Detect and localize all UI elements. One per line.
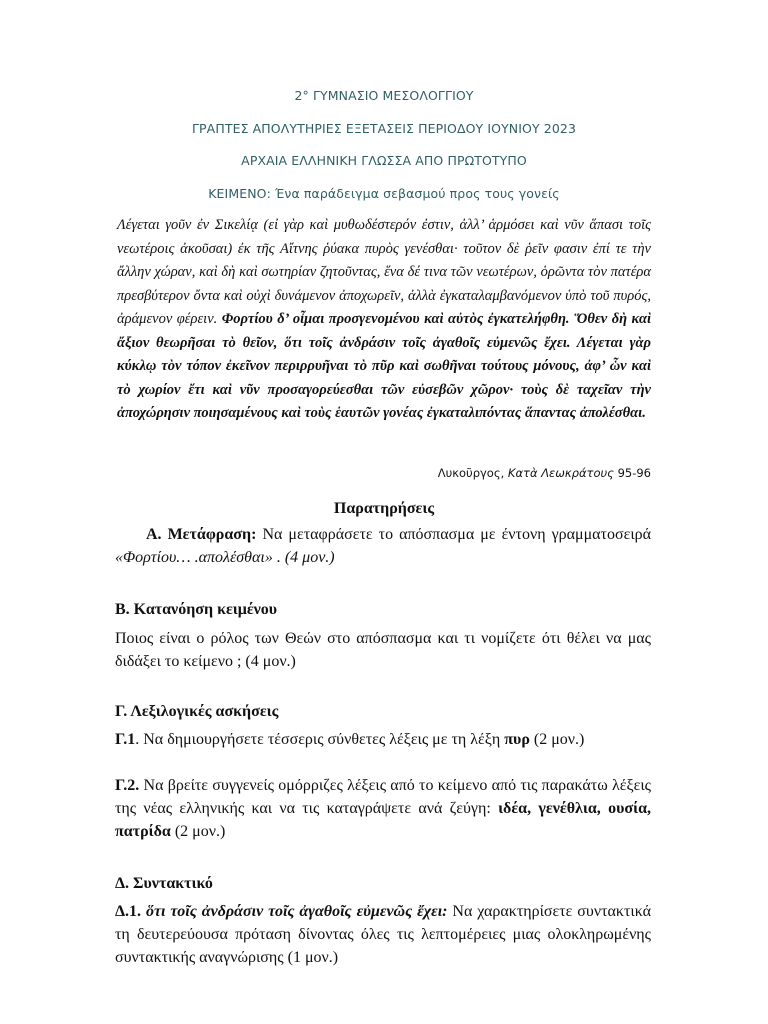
c1-text: . Να δημιουργήσετε τέσσερις σύνθετες λέξεις με τη λέξη	[135, 731, 505, 748]
d1-phrase: ὅτι τοῖς ἀνδράσιν τοῖς ἀγαθοῖς εὐμενῶς ἔχει:	[141, 903, 448, 920]
section-c1	[115, 728, 651, 751]
section-a-label: Α. Μετάφραση:	[146, 526, 257, 543]
passage-source	[438, 466, 651, 480]
source-author: Λυκοῦργος,	[437, 466, 508, 480]
section-a-quote: «Φορτίου… .απολέσθαι» .	[115, 549, 281, 566]
notes-title: Παρατηρήσεις	[333, 500, 435, 517]
passage-plain: Λέγεται γοῦν ἐν Σικελίᾳ (εἰ γὰρ καὶ μυθωδέστερόν ἐστιν, ἀλλ’ ἁρμόσει καὶ νῦν ἅπασι τοῖς νεωτέροις ἀκοῦσαι) ἐκ τῆς Αἴτνης ῥύακα πυρὸς γενέσθαι· τοῦτον δὲ ῥεῖν φασιν ἐπί τε τὴν ἄλλην χώραν, καὶ δὴ καὶ σωτηρίαν ζητοῦντας, ἕνα δέ τινα τῶν νεωτέρων, ὁρῶντα τὸν πατέρα πρεσβύτερον ὄντα καὶ οὐχὶ δυνάμενον ἀποχωρεῖν, ἀλλὰ ἐγκαταλαμβανόμενον ὑπὸ τοῦ πυρός, ἀράμενον φέρειν.	[117, 217, 651, 327]
ancient-greek-passage	[117, 214, 651, 426]
section-a-points: (4 μον.)	[280, 549, 335, 566]
d1-text: Να χαρακτηρίσετε συντακτικά τη δευτερεύουσα πρόταση δίνοντας όλες τις λεπτομέρειες μιας ολοκληρωμένης συντακτικής αναγνώρισης (1 μον.)	[115, 903, 651, 966]
text-title: ΚΕΙΜΕΝΟ: Ένα παράδειγμα σεβασμού προς τους γονείς	[208, 186, 560, 201]
school-name: 2° ΓΥΜΝΑΣΙΟ ΜΕΣΟΛΟΓΓΙΟΥ	[294, 88, 474, 103]
c1-label: Γ.1	[115, 731, 136, 748]
section-b-question: Ποιος είναι ο ρόλος των Θεών στο απόσπασμα και τι νομίζετε ότι θέλει να μας διδάξει το κείμενο ; (4 μον.)	[115, 630, 651, 670]
source-lines: 95-96	[613, 466, 651, 480]
c1-points: (2 μον.)	[529, 731, 585, 748]
exam-title: ΓΡΑΠΤΕΣ ΑΠΟΛΥΤΗΡΙΕΣ ΕΞΕΤΑΣΕΙΣ ΠΕΡΙΟΔΟΥ ΙΟΥΝΙΟΥ 2023	[191, 121, 576, 136]
section-c2	[115, 774, 651, 843]
section-a-text: Να μεταφράσετε το απόσπασμα με έντονη γραμματοσειρά	[256, 526, 652, 543]
c2-points: (2 μον.)	[170, 823, 226, 840]
c2-label: Γ.2.	[115, 777, 140, 794]
section-c-heading: Γ. Λεξιλογικές ασκήσεις	[115, 703, 279, 720]
d1-label: Δ.1.	[115, 903, 142, 920]
section-d1	[115, 900, 651, 969]
c1-word: πυρ	[504, 731, 530, 748]
subject-title: ΑΡΧΑΙΑ ΕΛΛΗΝΙΚΗ ΓΛΩΣΣΑ ΑΠΟ ΠΡΩΤΟΤΥΠΟ	[241, 153, 527, 168]
c2-text: Να βρείτε συγγενείς ομόρριζες λέξεις από το κείμενο από τις παρακάτω λέξεις της νέας ελληνικής και να τις καταγράψετε ανά ζεύγη:	[115, 777, 651, 817]
source-work: Κατὰ Λεωκράτους	[507, 466, 614, 480]
c2-words: ιδέα, γενέθλια, ουσία, πατρίδα	[115, 800, 651, 840]
section-a-translation	[115, 523, 651, 569]
section-b-heading: Β. Κατανόηση κειμένου	[115, 601, 278, 618]
passage-bold: Φορτίου δ’ οἶμαι προσγενομένου καὶ αὐτὸς ἐγκατελήφθη. Ὅθεν δὴ καὶ ἄξιον θεωρῆσαι τὸ θεῖον, ὅτι τοῖς ἀνδράσιν τοῖς ἀγαθοῖς εὐμενῶς ἔχει. Λέγεται γὰρ κύκλῳ τὸν τόπον ἐκεῖνον περιρρυῆναι τὸ πῦρ καὶ σωθῆναι τούτους μόνους, ἀφ’ ὧν καὶ τὸ χωρίον ἔτι καὶ νῦν προσαγορεύεσθαι τῶν εὐσεβῶν χῶρον· τοὺς δὲ ταχεῖαν τὴν ἀποχώρησιν ποιησαμένους καὶ τοὺς ἑαυτῶν γονέας ἐγκαταλιπόντας ἅπαντας ἀπολέσθαι.	[117, 311, 652, 421]
section-d-heading: Δ. Συντακτικό	[115, 875, 213, 892]
